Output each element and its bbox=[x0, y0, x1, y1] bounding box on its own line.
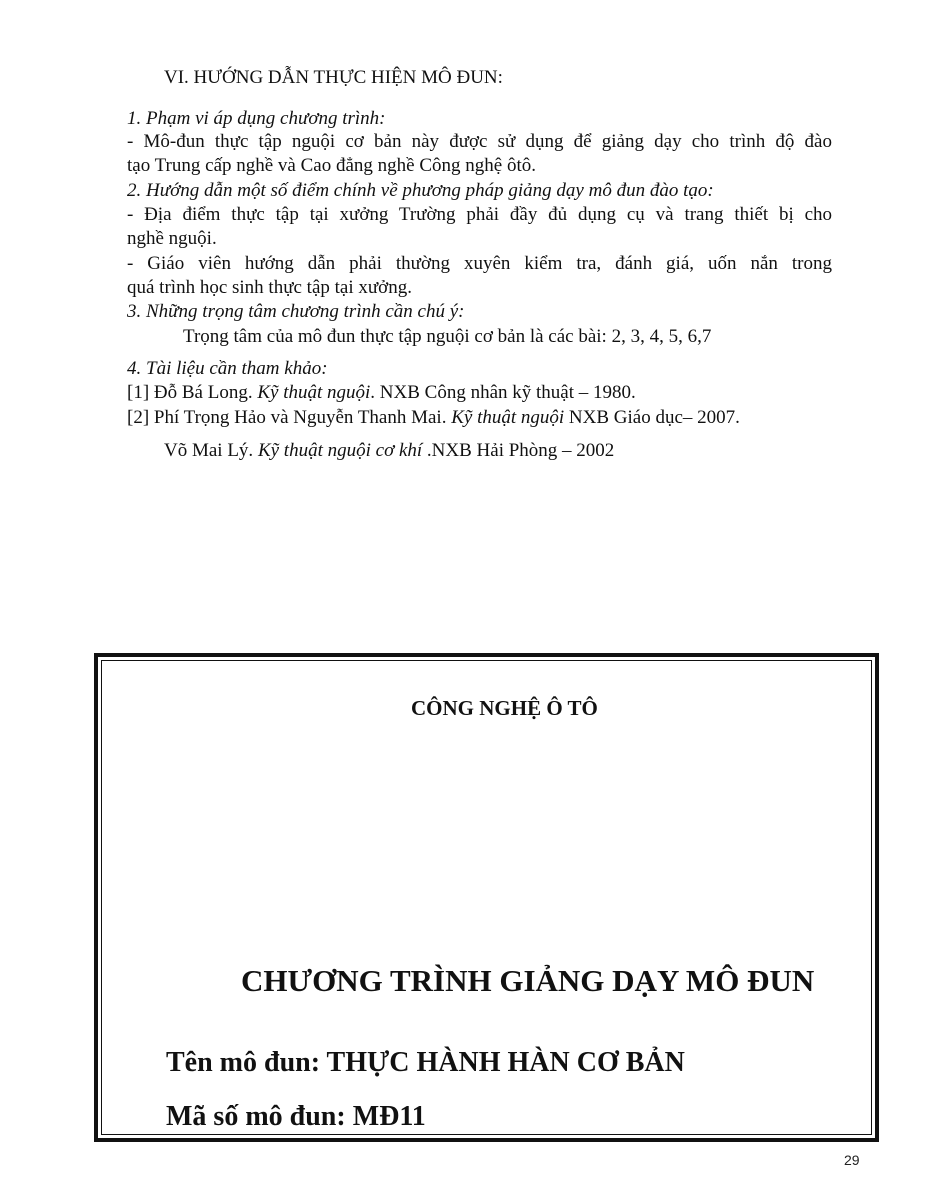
reference-title: Kỹ thuật nguội bbox=[257, 382, 371, 403]
method-text-line-2: nghề nguội. bbox=[127, 228, 217, 249]
reference-prefix: Võ Mai Lý. bbox=[164, 440, 258, 461]
program-title: CHƯƠNG TRÌNH GIẢNG DẠY MÔ ĐUN bbox=[241, 963, 815, 998]
scope-text-line-1: - Mô-đun thực tập nguội cơ bản này được sử dụng để giảng dạy cho trình độ đào bbox=[127, 131, 832, 152]
scope-heading: 1. Phạm vi áp dụng chương trình: bbox=[127, 108, 386, 129]
method-text-line-1: - Địa điểm thực tập tại xưởng Trường phải đầy đủ dụng cụ và trang thiết bị cho bbox=[127, 204, 832, 225]
scope-text-line-2: tạo Trung cấp nghề và Cao đẳng nghề Công nghệ ôtô. bbox=[127, 155, 536, 176]
method-heading: 2. Hướng dẫn một số điểm chính về phương pháp giảng dạy mô đun đào tạo: bbox=[127, 180, 714, 201]
section-heading: VI. HƯỚNG DẪN THỰC HIỆN MÔ ĐUN: bbox=[164, 67, 503, 88]
method-text-line-3: - Giáo viên hướng dẫn phải thường xuyên kiểm tra, đánh giá, uốn nắn trong bbox=[127, 253, 832, 274]
reference-title: Kỹ thuật nguội bbox=[451, 407, 565, 428]
cover-frame bbox=[94, 653, 879, 1142]
reference-item bbox=[127, 381, 636, 405]
department-title: CÔNG NGHỆ Ô TÔ bbox=[411, 696, 598, 720]
reference-item bbox=[127, 406, 740, 430]
reference-prefix: [1] Đỗ Bá Long. bbox=[127, 382, 258, 403]
reference-suffix: NXB Giáo dục– 2007. bbox=[564, 407, 740, 428]
reference-title: Kỹ thuật nguội cơ khí bbox=[257, 440, 423, 461]
reference-prefix: [2] Phí Trọng Hảo và Nguyễn Thanh Mai. bbox=[127, 407, 452, 428]
reference-item bbox=[164, 439, 614, 463]
method-text-line-4: quá trình học sinh thực tập tại xưởng. bbox=[127, 277, 412, 298]
page-number: 29 bbox=[844, 1152, 860, 1168]
module-name: Tên mô đun: THỰC HÀNH HÀN CƠ BẢN bbox=[166, 1047, 685, 1078]
references-heading: 4. Tài liệu cần tham khảo: bbox=[127, 358, 328, 379]
reference-suffix: . NXB Công nhân kỹ thuật – 1980. bbox=[370, 382, 636, 403]
focus-heading: 3. Những trọng tâm chương trình cần chú ý: bbox=[127, 301, 465, 322]
reference-suffix: .NXB Hải Phòng – 2002 bbox=[422, 440, 615, 461]
focus-text: Trọng tâm của mô đun thực tập nguội cơ bản là các bài: 2, 3, 4, 5, 6,7 bbox=[183, 326, 712, 347]
module-code: Mã số mô đun: MĐ11 bbox=[166, 1101, 426, 1132]
cover-inner-border bbox=[101, 660, 872, 1135]
